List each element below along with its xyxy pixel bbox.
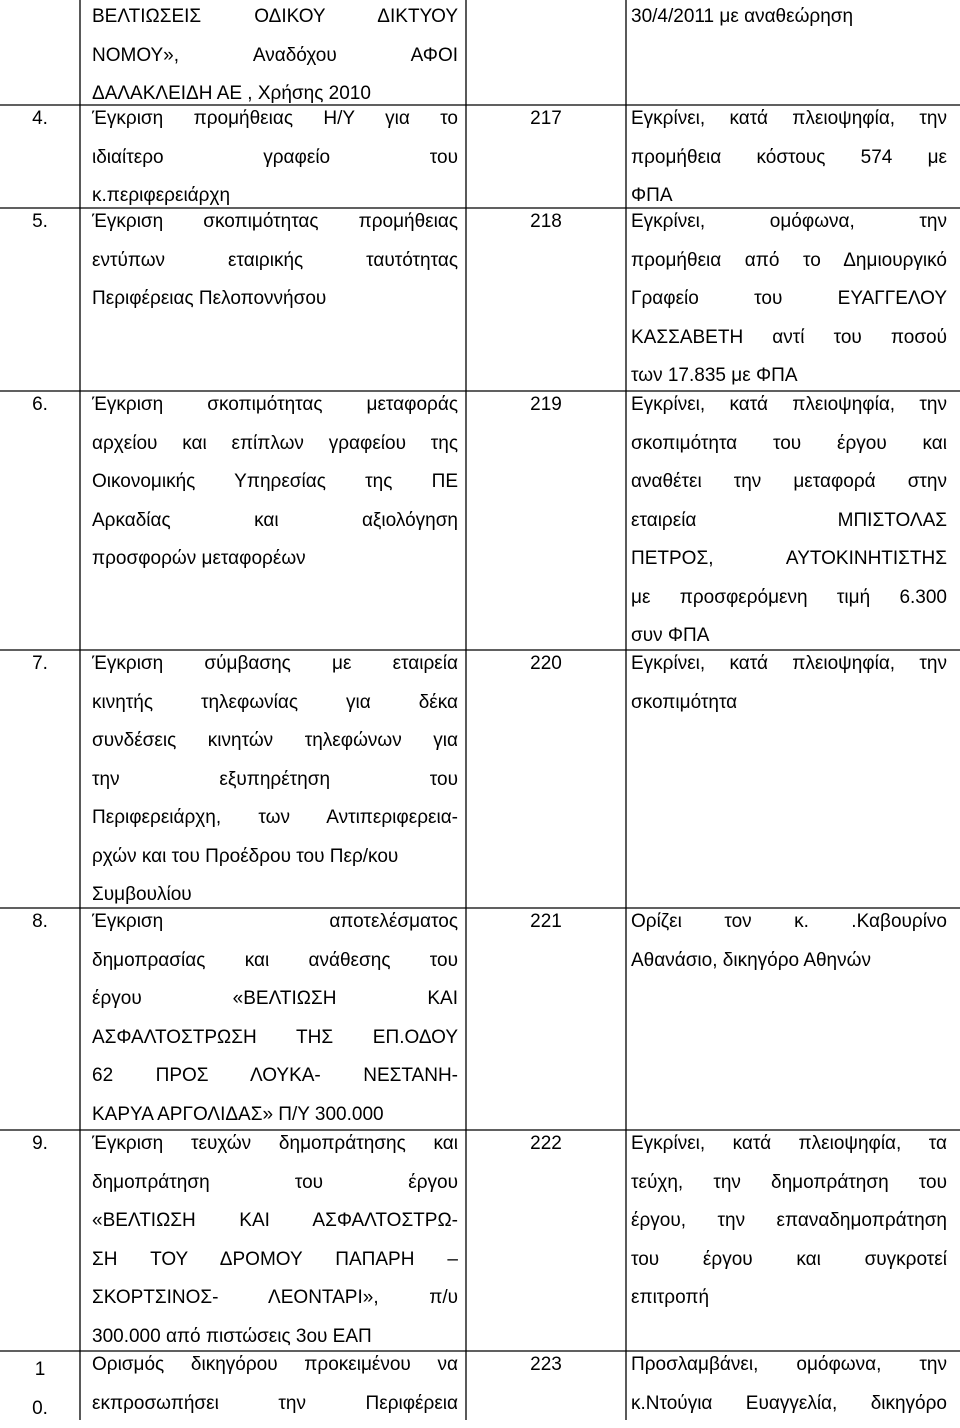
decision-text	[631, 908, 947, 985]
decision-number	[466, 908, 626, 935]
decision-text	[631, 650, 947, 727]
item-line: δημοπράτηση του έργου	[92, 1169, 458, 1208]
item-line: Έγκριση σκοπιμότητας προμήθειας	[92, 208, 458, 247]
item-line: Περιφερειάρχη, των Αντιπεριφερεια-	[92, 804, 458, 843]
decision-number	[466, 208, 626, 235]
decision-number-text: 221	[466, 908, 626, 935]
decision-line: Προσλαμβάνει, ομόφωνα, την	[631, 1351, 947, 1390]
decision-text	[631, 105, 947, 208]
item-description	[92, 3, 458, 110]
item-line: 62 ΠΡΟΣ ΛΟΥΚΑ- ΝΕΣΤΑΝΗ-	[92, 1062, 458, 1101]
item-number	[0, 908, 80, 935]
decision-line: Εγκρίνει, ομόφωνα, την	[631, 208, 947, 247]
decision-line: των 17.835 με ΦΠΑ	[631, 362, 947, 389]
item-number	[0, 1351, 80, 1428]
item-line: ιδιαίτερο γραφείο του	[92, 144, 458, 183]
item-line: Έγκριση αποτελέσματος	[92, 908, 458, 947]
item-number	[0, 650, 80, 677]
item-number	[0, 105, 80, 132]
item-description	[92, 208, 458, 324]
item-number-text: 5.	[0, 208, 80, 235]
decision-number-text: 220	[466, 650, 626, 677]
decision-line: ΚΑΣΣΑΒΕΤΗ αντί του ποσού	[631, 324, 947, 363]
item-line: ΣΗ ΤΟΥ ΔΡΟΜΟΥ ΠΑΠΑΡΗ –	[92, 1246, 458, 1285]
decision-line	[631, 144, 947, 183]
decision-number	[466, 105, 626, 132]
item-description	[92, 1130, 458, 1350]
item-line: την εξυπηρέτηση του	[92, 766, 458, 805]
decision-number-text: 219	[466, 391, 626, 418]
decision-number	[466, 1130, 626, 1157]
item-number-text: 8.	[0, 908, 80, 935]
decision-number	[466, 1351, 626, 1378]
decision-line: Ορίζει τον κ. .Καβουρίνο	[631, 908, 947, 947]
item-line: κ.περιφερειάρχη	[92, 182, 458, 208]
decision-line: Εγκρίνει, κατά πλειοψηφία, την	[631, 391, 947, 430]
decision-line: σκοπιμότητα του έργου και	[631, 430, 947, 469]
decision-line: ΦΠΑ	[631, 182, 947, 208]
decision-line-text: προμήθεια κόστους 574 με	[631, 147, 947, 168]
item-line: Έγκριση σύμβασης με εταιρεία	[92, 650, 458, 689]
item-line: έργου «ΒΕΛΤΙΩΣΗ ΚΑΙ	[92, 985, 458, 1024]
decision-text	[631, 391, 947, 649]
decision-line: με προσφερόμενη τιμή 6.300	[631, 584, 947, 623]
decision-text	[631, 3, 947, 42]
decision-line: του έργου και συγκροτεί	[631, 1246, 947, 1285]
decision-line: Εγκρίνει, κατά πλειοψηφία, την	[631, 105, 947, 144]
item-line: Έγκριση προμήθειας Η/Υ για το	[92, 105, 458, 144]
decision-number-text: 218	[466, 208, 626, 235]
decision-number-text: 217	[466, 105, 626, 132]
item-line: Έγκριση τευχών δημοπράτησης και	[92, 1130, 458, 1169]
item-line: κινητής τηλεφωνίας για δέκα	[92, 689, 458, 728]
decision-number	[466, 650, 626, 677]
decision-line: κ.Ντούγια Ευαγγελία, δικηγόρο	[631, 1390, 947, 1428]
item-description	[92, 391, 458, 584]
item-line: Αρκαδίας και αξιολόγηση	[92, 507, 458, 546]
item-number-text: 7.	[0, 650, 80, 677]
item-line: εντύπων εταιρικής ταυτότητας	[92, 247, 458, 286]
item-number-text: 6.	[0, 391, 80, 418]
item-line: συνδέσεις κινητών τηλεφώνων για	[92, 727, 458, 766]
item-line: αρχείου και επίπλων γραφείου της	[92, 430, 458, 469]
decision-line: Αθανάσιο, δικηγόρο Αθηνών	[631, 947, 947, 986]
item-description	[92, 1351, 458, 1428]
item-number-text: 1	[0, 1351, 80, 1390]
item-line: δημοπρασίας και ανάθεσης του	[92, 947, 458, 986]
decision-line: επιτροπή	[631, 1284, 947, 1323]
decision-line: έργου, την επαναδημοπράτηση	[631, 1207, 947, 1246]
decision-number	[466, 391, 626, 418]
item-line: ΣΚΟΡΤΣΙΝΟΣ- ΛΕΟΝΤΑΡΙ», π/υ	[92, 1284, 458, 1323]
decision-text	[631, 208, 947, 389]
item-line: εκπροσωπήσει την Περιφέρεια	[92, 1390, 458, 1428]
item-line: ΚΑΡΥΑ ΑΡΓΟΛΙΔΑΣ» Π/Υ 300.000	[92, 1101, 458, 1128]
decision-line: ΠΕΤΡΟΣ, ΑΥΤΟΚΙΝΗΤΙΣΤΗΣ	[631, 545, 947, 584]
item-description	[92, 105, 458, 208]
item-line: Οικονομικής Υπηρεσίας της ΠΕ	[92, 468, 458, 507]
item-line: Έγκριση σκοπιμότητας μεταφοράς	[92, 391, 458, 430]
decision-number-text: 223	[466, 1351, 626, 1378]
item-line: ΑΣΦΑΛΤΟΣΤΡΩΣΗ ΤΗΣ ΕΠ.ΟΔΟΥ	[92, 1024, 458, 1063]
decision-line: Εγκρίνει, κατά πλειοψηφία, την	[631, 650, 947, 689]
item-line: Συμβουλίου	[92, 881, 458, 908]
decision-line: αναθέτει την μεταφορά στην	[631, 468, 947, 507]
item-number	[0, 391, 80, 418]
item-line: 300.000 από πιστώσεις 3ου ΕΑΠ	[92, 1323, 458, 1350]
item-line: ΒΕΛΤΙΩΣΕΙΣ ΟΔΙΚΟΥ ΔΙΚΤΥΟΥ	[92, 3, 458, 42]
decision-text	[631, 1351, 947, 1428]
item-line: Ορισμός δικηγόρου προκειμένου να	[92, 1351, 458, 1390]
item-line: ρχών και του Προέδρου του Περ/κου	[92, 843, 458, 882]
item-number-text: 9.	[0, 1130, 80, 1157]
item-line: προσφορών μεταφορέων	[92, 545, 458, 584]
item-number-text: 4.	[0, 105, 80, 132]
decision-line: εταιρεία ΜΠΙΣΤΟΛΑΣ	[631, 507, 947, 546]
decision-line: προμήθεια από το Δημιουργικό	[631, 247, 947, 286]
decision-line: συν ΦΠΑ	[631, 622, 947, 649]
item-line: ΝΟΜΟΥ», Αναδόχου ΑΦΟΙ	[92, 42, 458, 81]
decision-number-text: 222	[466, 1130, 626, 1157]
decision-line: τεύχη, την δημοπράτηση του	[631, 1169, 947, 1208]
item-description	[92, 650, 458, 908]
decision-text	[631, 1130, 947, 1323]
item-number	[0, 1130, 80, 1157]
item-line: Περιφέρειας Πελοποννήσου	[92, 285, 458, 324]
item-line: ΔΑΛΑΚΛΕΙΔΗ ΑΕ , Χρήσης 2010	[92, 80, 458, 110]
item-number	[0, 208, 80, 235]
item-line: «ΒΕΛΤΙΩΣΗ ΚΑΙ ΑΣΦΑΛΤΟΣΤΡΩ-	[92, 1207, 458, 1246]
decision-line: Γραφείο του ΕΥΑΓΓΕΛΟΥ	[631, 285, 947, 324]
decision-line: σκοπιμότητα	[631, 689, 947, 728]
decision-line: Εγκρίνει, κατά πλειοψηφία, τα	[631, 1130, 947, 1169]
decision-line: 30/4/2011 με αναθεώρηση	[631, 3, 947, 42]
item-number-text: 0.	[0, 1390, 80, 1428]
item-description	[92, 908, 458, 1128]
